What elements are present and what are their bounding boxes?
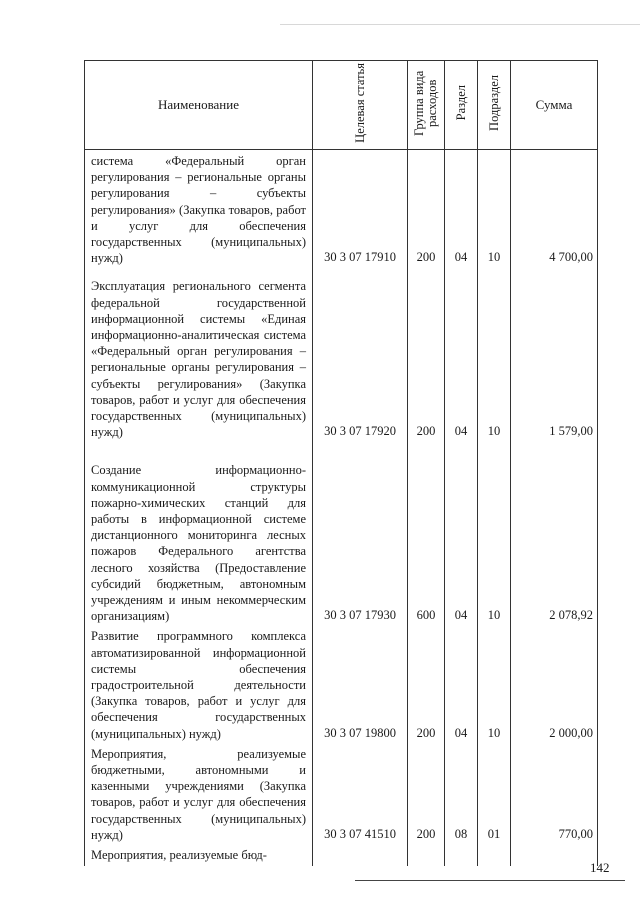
- header-amount: Сумма: [511, 61, 598, 150]
- row-amount: 2 000,00: [511, 625, 598, 742]
- table-row: [85, 844, 598, 866]
- header-name: Наименование: [85, 61, 313, 150]
- row-section: [445, 844, 478, 866]
- row-subsection: 10: [478, 267, 511, 441]
- table-row: [85, 625, 598, 742]
- row-name: Создание информационно-коммуникационной структуры пожарно-химических станций для работы в информационной системе дистанционного мониторинга лесных пожаров Федерального агентства лесного хозяйства (Предоставление субсидий бюджетным, автономным учреждениям и иным некоммерческим организациям): [85, 441, 313, 625]
- row-amount: [511, 844, 598, 866]
- budget-table: [84, 60, 598, 866]
- header-expense-group: Группа вида расходов: [408, 61, 445, 150]
- bottom-rule: [355, 880, 625, 881]
- row-section: 04: [445, 267, 478, 441]
- row-name: система «Федеральный орган регулирования – региональные органы регулирования – субъекты регулирования» (Закупка товаров, работ и услуг для обеспечения государственных (муниципальных) нужд): [85, 150, 313, 268]
- row-group: [408, 844, 445, 866]
- header-target-article: Целевая статья: [313, 61, 408, 150]
- row-name: Развитие программного комплекса автоматизированной информационной системы обеспечения градостроительной деятельности (Закупка товаров, работ и услуг для обеспечения государственных (муниципальных) нужд): [85, 625, 313, 742]
- row-article: 30 3 07 17910: [313, 150, 408, 268]
- row-subsection: 10: [478, 441, 511, 625]
- header-subsection: Подраздел: [478, 61, 511, 150]
- row-section: 04: [445, 625, 478, 742]
- row-name: Эксплуатация регионального сегмента федеральной государственной информационной системы «Единая информационно-аналитическая система «Федеральный орган регулирования – региональные органы регулирования – субъекты регулирования» (Закупка товаров, работ и услуг для обеспечения государственных (муниципальных) нужд): [85, 267, 313, 441]
- table-row: [85, 267, 598, 441]
- row-amount: 4 700,00: [511, 150, 598, 268]
- table-header-row: [85, 61, 598, 150]
- row-group: 200: [408, 625, 445, 742]
- row-amount: 770,00: [511, 743, 598, 844]
- row-group: 200: [408, 743, 445, 844]
- page-number: 142: [590, 860, 610, 875]
- row-article: 30 3 07 41510: [313, 743, 408, 844]
- row-subsection: 01: [478, 743, 511, 844]
- row-article: 30 3 07 17930: [313, 441, 408, 625]
- row-section: 08: [445, 743, 478, 844]
- table-row: [85, 441, 598, 625]
- top-rule: [280, 24, 640, 25]
- row-group: 200: [408, 267, 445, 441]
- row-name: Мероприятия, реализуемые бюджетными, автономными и казенными учреждениями (Закупка товаров, работ и услуг для обеспечения государственных (муниципальных) нужд): [85, 743, 313, 844]
- table-row: [85, 743, 598, 844]
- header-section: Раздел: [445, 61, 478, 150]
- row-article: 30 3 07 19800: [313, 625, 408, 742]
- row-subsection: 10: [478, 150, 511, 268]
- row-section: 04: [445, 441, 478, 625]
- row-amount: 1 579,00: [511, 267, 598, 441]
- row-amount: 2 078,92: [511, 441, 598, 625]
- row-article: [313, 844, 408, 866]
- row-section: 04: [445, 150, 478, 268]
- row-name: Мероприятия, реализуемые бюд-: [85, 844, 313, 866]
- row-subsection: 10: [478, 625, 511, 742]
- row-article: 30 3 07 17920: [313, 267, 408, 441]
- row-group: 200: [408, 150, 445, 268]
- row-group: 600: [408, 441, 445, 625]
- row-subsection: [478, 844, 511, 866]
- table-row: [85, 150, 598, 268]
